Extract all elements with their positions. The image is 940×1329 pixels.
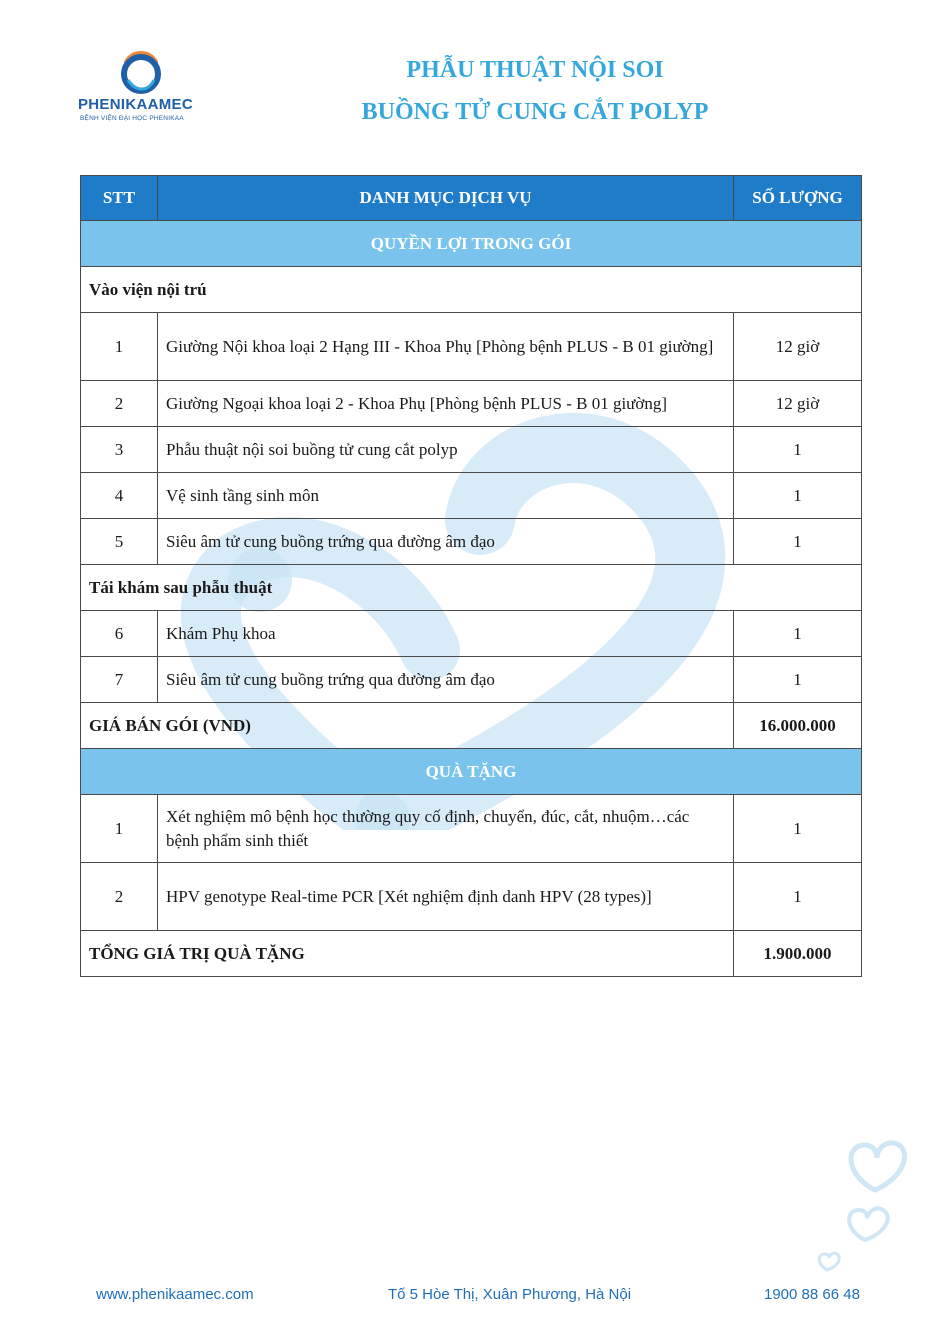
logo-tagline: BỆNH VIỆN ĐẠI HỌC PHENIKAA <box>80 115 184 122</box>
row-service: Giường Nội khoa loại 2 Hạng III - Khoa Phụ [Phòng bệnh PLUS - B 01 giường] <box>158 313 734 381</box>
row-qty: 1 <box>734 611 862 657</box>
section-gifts: QUÀ TẶNG <box>81 749 862 795</box>
group-followup: Tái khám sau phẫu thuật <box>81 565 862 611</box>
price-label: GIÁ BÁN GÓI (VND) <box>81 703 734 749</box>
row-qty: 1 <box>734 473 862 519</box>
row-stt: 2 <box>81 381 158 427</box>
row-qty: 1 <box>734 519 862 565</box>
row-service: Phẫu thuật nội soi buồng tử cung cắt polyp <box>158 427 734 473</box>
logo-name: PHENIKAAMEC <box>78 96 193 113</box>
row-qty: 1 <box>734 863 862 931</box>
table-header-row <box>81 176 862 221</box>
footer-website[interactable]: www.phenikaamec.com <box>96 1286 254 1303</box>
header-stt: STT <box>81 176 158 221</box>
decorative-hearts-icon <box>805 1130 915 1280</box>
group-inpatient: Vào viện nội trú <box>81 267 862 313</box>
table-row <box>81 473 862 519</box>
row-qty: 12 giờ <box>734 313 862 381</box>
table-row <box>81 381 862 427</box>
table-row <box>81 519 862 565</box>
row-service: Giường Ngoại khoa loại 2 - Khoa Phụ [Phòng bệnh PLUS - B 01 giường] <box>158 381 734 427</box>
price-value: 16.000.000 <box>734 703 862 749</box>
price-row <box>81 703 862 749</box>
page-title <box>300 0 770 140</box>
footer-phone[interactable]: 1900 88 66 48 <box>764 1286 860 1303</box>
service-table <box>80 175 862 977</box>
table-row <box>81 611 862 657</box>
section-benefits: QUYỀN LỢI TRONG GÓI <box>81 221 862 267</box>
row-stt: 1 <box>81 795 158 863</box>
row-service: HPV genotype Real-time PCR [Xét nghiệm định danh HPV (28 types)] <box>158 863 734 931</box>
table-row <box>81 313 862 381</box>
hospital-logo <box>78 48 218 128</box>
table-row <box>81 657 862 703</box>
row-qty: 1 <box>734 427 862 473</box>
table-row <box>81 863 862 931</box>
footer-address: Tố 5 Hòe Thị, Xuân Phương, Hà Nội <box>388 1286 632 1303</box>
gift-total-row <box>81 931 862 977</box>
section-row-gifts <box>81 749 862 795</box>
row-stt: 2 <box>81 863 158 931</box>
title-line-1: PHẪU THUẬT NỘI SOI <box>406 57 664 83</box>
row-qty: 1 <box>734 657 862 703</box>
row-service: Xét nghiệm mô bệnh học thường quy cố định, chuyển, đúc, cắt, nhuộm…các bệnh phẩm sinh thiết <box>158 795 734 863</box>
row-service: Siêu âm tử cung buồng trứng qua đường âm đạo <box>158 519 734 565</box>
row-stt: 4 <box>81 473 158 519</box>
section-row-benefits <box>81 221 862 267</box>
gift-total-value: 1.900.000 <box>734 931 862 977</box>
gift-total-label: TỔNG GIÁ TRỊ QUÀ TẶNG <box>81 931 734 977</box>
row-stt: 1 <box>81 313 158 381</box>
table-row <box>81 427 862 473</box>
row-qty: 1 <box>734 795 862 863</box>
row-stt: 5 <box>81 519 158 565</box>
row-service: Siêu âm tử cung buồng trứng qua đường âm đạo <box>158 657 734 703</box>
row-stt: 3 <box>81 427 158 473</box>
group-row-inpatient <box>81 267 862 313</box>
row-stt: 6 <box>81 611 158 657</box>
logo-mark-icon <box>118 48 164 96</box>
row-stt: 7 <box>81 657 158 703</box>
row-service: Khám Phụ khoa <box>158 611 734 657</box>
header-qty: SỐ LƯỢNG <box>734 176 862 221</box>
group-row-followup <box>81 565 862 611</box>
title-line-2: BUỒNG TỬ CUNG CẮT POLYP <box>361 99 709 125</box>
row-qty: 12 giờ <box>734 381 862 427</box>
row-service: Vệ sinh tầng sinh môn <box>158 473 734 519</box>
header-service: DANH MỤC DỊCH VỤ <box>158 176 734 221</box>
table-row <box>81 795 862 863</box>
